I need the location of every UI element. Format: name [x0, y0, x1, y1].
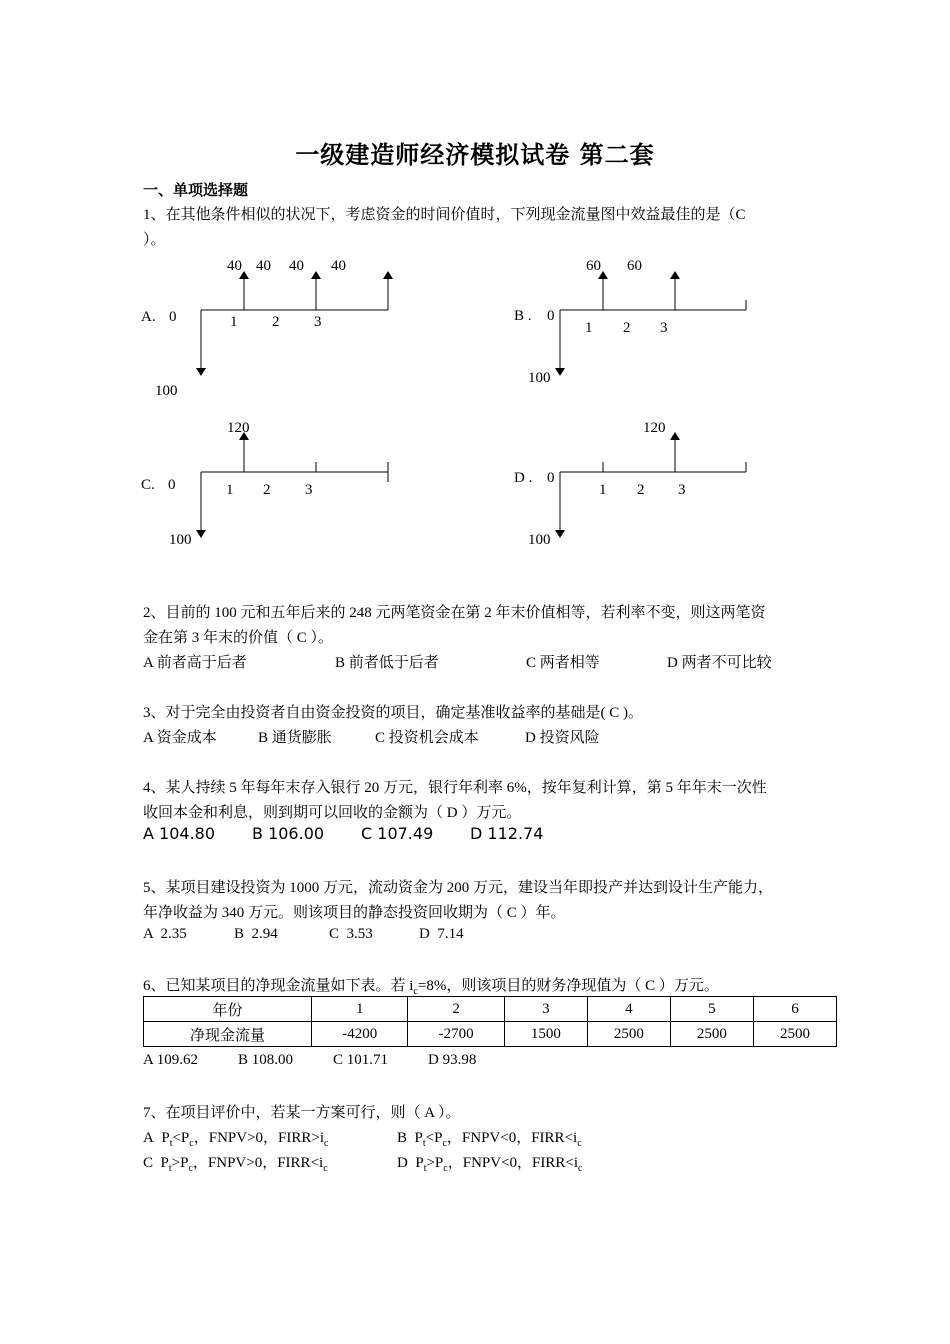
q4-option-b: B 106.00 — [252, 824, 325, 843]
q4-option-a: A 104.80 — [143, 824, 216, 843]
q5-text-line1: 5、某项目建设投资为 1000 万元，流动资金为 200 万元，建设当年即投产并达到设计生产能力， — [143, 880, 774, 896]
q4-text-line1: 4、某人持续 5 年每年末存入银行 20 万元，银行年利率 6%，按年复利计算，第 5 年年末一次性 — [143, 780, 767, 796]
diagram-d-period: 3 — [678, 482, 686, 498]
q3-option-a: A 资金成本 — [143, 730, 217, 746]
table-cell: 2500 — [753, 1022, 836, 1047]
q5-option-d: D 7.14 — [419, 926, 464, 942]
diagram-a-period: 2 — [272, 314, 280, 330]
q7-option-d: D $P_t>P_c$，FNPV<0，$FIRR<i_c$ — [397, 1155, 583, 1174]
diagram-b-label: B . — [514, 308, 532, 324]
q5-option-c: C 3.53 — [329, 926, 373, 942]
table-cell: 4 — [587, 997, 670, 1022]
q6-text-line1: 6、已知某项目的净现金流量如下表。若 $i_c=8\%$，则该项目的财务净现值为（ C ）万元。 — [143, 978, 719, 997]
diagram-c-label: C. — [141, 477, 155, 493]
diagram-a-start: 0 — [169, 309, 177, 325]
diagram-b-inflow-value: 60 — [586, 258, 601, 274]
diagram-c-start: 0 — [168, 477, 176, 493]
q7-option-a: A $P_t<P_c$，FNPV>0，$FIRR>i_c$ — [143, 1130, 329, 1149]
q3-option-c: C 投资机会成本 — [375, 730, 479, 746]
q3-option-d: D 投资风险 — [525, 730, 600, 746]
cash-flow-diagram-c — [141, 420, 388, 548]
table-cell: 5 — [670, 997, 753, 1022]
q2-option-d: D 两者不可比较 — [667, 655, 772, 671]
q1-text-line2: ）。 — [143, 232, 166, 248]
cash-flow-diagram-b — [514, 258, 746, 386]
diagram-b-start: 0 — [547, 308, 555, 324]
table-cell: 1 — [312, 997, 408, 1022]
q6-option-a: A 109.62 — [143, 1052, 199, 1068]
table-row — [144, 1022, 837, 1047]
diagram-a-inflow-value: 40 — [331, 258, 346, 274]
q4-option-d: D 112.74 — [470, 824, 544, 843]
diagram-a-period: 1 — [230, 314, 238, 330]
q7-option-c: C $P_t>P_c$，FNPV>0，$FIRR<i_c$ — [143, 1155, 328, 1174]
table-cell: 2500 — [587, 1022, 670, 1047]
cash-flow-diagram-a — [141, 258, 388, 399]
diagram-d-inflow-value: 120 — [643, 420, 666, 436]
q6-option-c: C 101.71 — [333, 1052, 389, 1068]
table-cell: 3 — [504, 997, 587, 1022]
diagram-d-outflow-value: 100 — [528, 532, 551, 548]
q5-option-a: A 2.35 — [143, 926, 187, 942]
diagram-a-inflow-value: 40 — [256, 258, 271, 274]
q2-option-a: A 前者高于后者 — [143, 655, 247, 671]
q7-option-b: B $P_t<P_c$，FNPV<0，$FIRR<i_c$ — [397, 1130, 582, 1149]
cash-flow-diagram-d — [514, 420, 746, 548]
table-header-row — [144, 997, 837, 1022]
q6-option-d: D 93.98 — [428, 1052, 477, 1068]
page-title: 一级建造师经济模拟试卷 第二套 — [295, 140, 655, 169]
q5-option-b: B 2.94 — [234, 926, 278, 942]
table-cell: 净现金流量 — [144, 1022, 312, 1047]
cash-flow-diagrams — [0, 0, 950, 600]
diagram-c-period: 3 — [305, 482, 313, 498]
q2-text-line1: 2、目前的 100 元和五年后来的 248 元两笔资金在第 2 年末价值相等，若利率不变，则这两笔资 — [143, 605, 766, 621]
diagram-a-outflow-value: 100 — [155, 383, 178, 399]
table-cell: 1500 — [504, 1022, 587, 1047]
q2-option-b: B 前者低于后者 — [335, 655, 439, 671]
table-cell: 年份 — [144, 997, 312, 1022]
diagram-d-period: 2 — [637, 482, 645, 498]
diagram-b-period: 1 — [585, 320, 593, 336]
diagram-b-inflow-value: 60 — [627, 258, 642, 274]
table-cell: -4200 — [312, 1022, 408, 1047]
diagram-b-outflow-value: 100 — [528, 370, 551, 386]
table-cell: 6 — [753, 997, 836, 1022]
diagram-c-period: 2 — [263, 482, 271, 498]
diagram-c-inflow-value: 120 — [227, 420, 250, 436]
diagram-a-inflow-value: 40 — [227, 258, 242, 274]
diagram-b-period: 2 — [623, 320, 631, 336]
q4-option-c: C 107.49 — [361, 824, 434, 843]
diagram-d-start: 0 — [547, 470, 555, 486]
q3-text-line1: 3、对于完全由投资者自由资金投资的项目，确定基准收益率的基础是( C )。 — [143, 705, 643, 721]
section-heading: 一、单项选择题 — [143, 181, 249, 199]
diagram-b-period: 3 — [660, 320, 668, 336]
q2-text-line2: 金在第 3 年末的价值（ C ）。 — [143, 630, 334, 646]
q3-option-b: B 通货膨胀 — [258, 730, 332, 746]
table-cell: 2 — [408, 997, 504, 1022]
diagram-a-period: 3 — [314, 314, 322, 330]
diagram-d-label: D . — [514, 470, 533, 486]
diagram-a-label: A. — [141, 309, 156, 325]
diagram-c-outflow-value: 100 — [169, 532, 192, 548]
diagram-a-inflow-value: 40 — [289, 258, 304, 274]
q1-text-line1: 1、在其他条件相似的状况下，考虑资金的时间价值时，下列现金流量图中效益最佳的是（C — [143, 207, 746, 223]
table-cell: 2500 — [670, 1022, 753, 1047]
q5-text-line2: 年净收益为 340 万元。则该项目的静态投资回收期为（ C ）年。 — [143, 905, 566, 921]
diagram-d-period: 1 — [599, 482, 607, 498]
diagram-c-period: 1 — [226, 482, 234, 498]
q2-option-c: C 两者相等 — [526, 655, 600, 671]
net-cash-flow-table — [143, 996, 837, 1047]
q4-text-line2: 收回本金和利息，则到期可以回收的金额为（ D ）万元。 — [143, 805, 522, 821]
q6-option-b: B 108.00 — [238, 1052, 294, 1068]
q7-text-line1: 7、在项目评价中，若某一方案可行，则（ A ）。 — [143, 1105, 461, 1121]
table-cell: -2700 — [408, 1022, 504, 1047]
